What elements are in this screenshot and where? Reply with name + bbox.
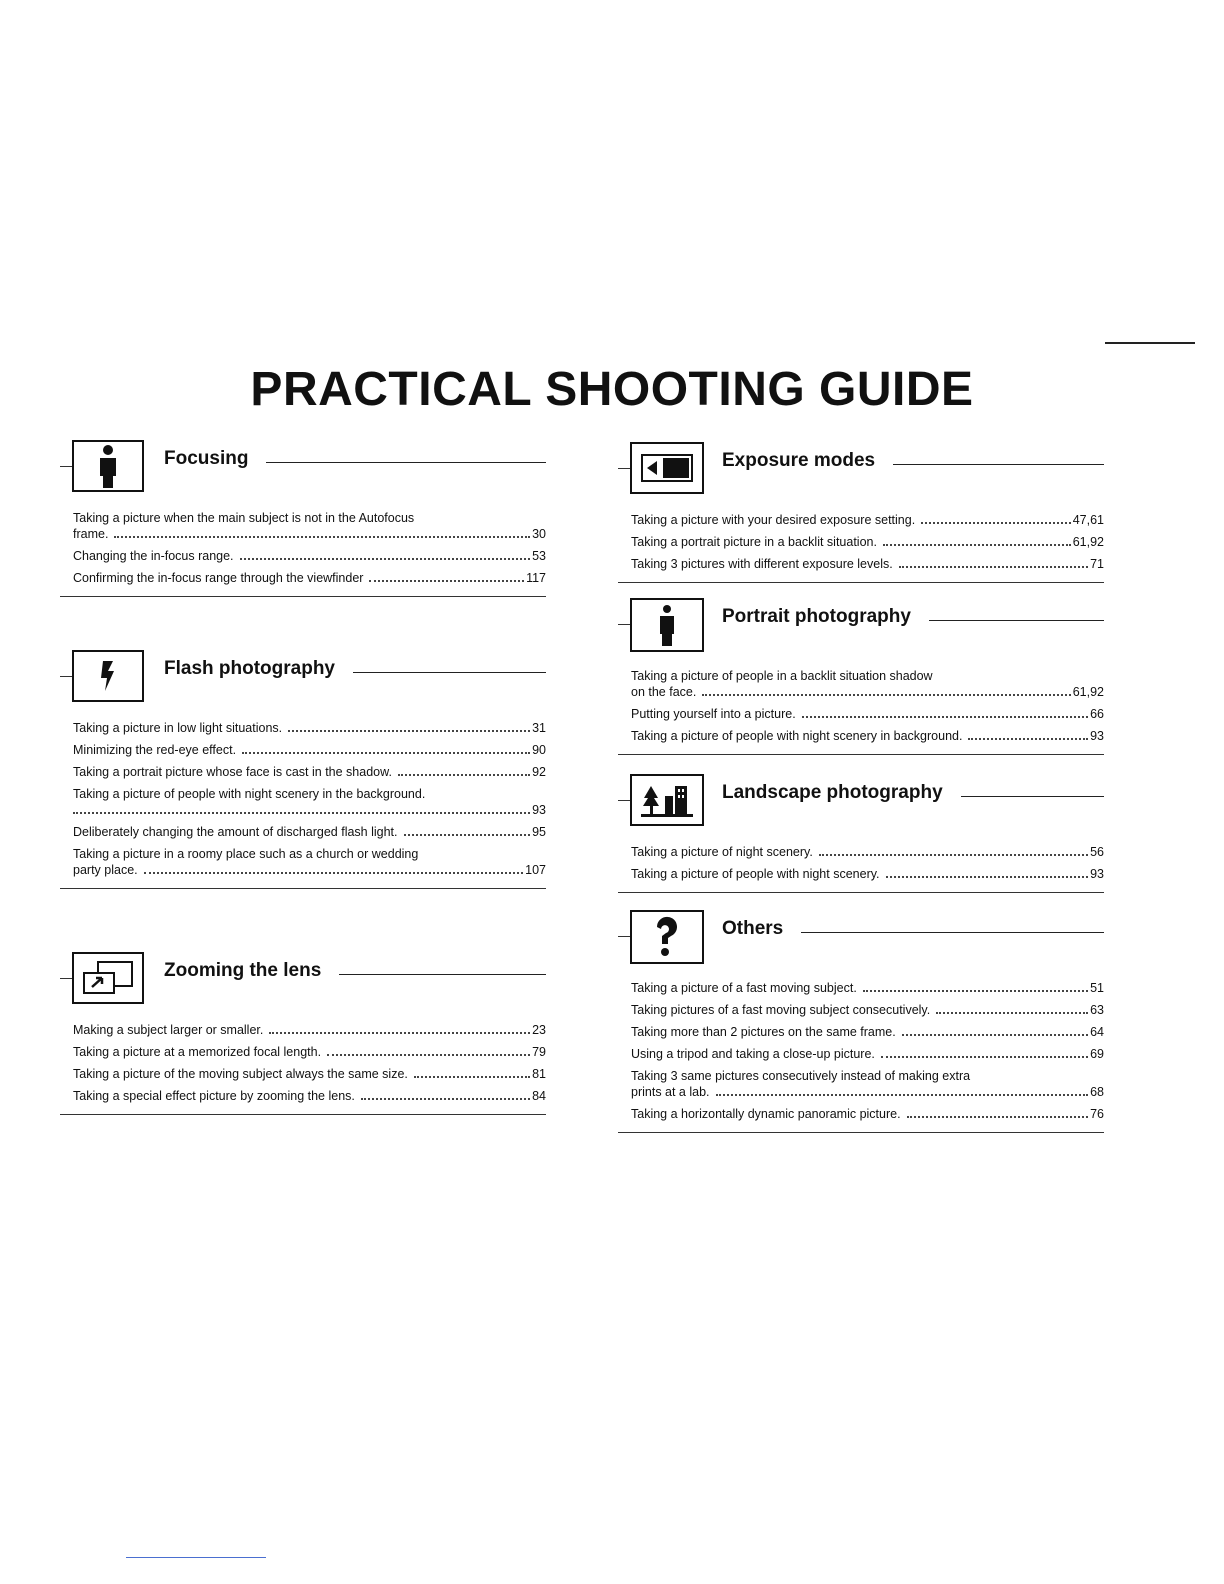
list-item	[631, 668, 1104, 700]
page-number: 107	[525, 863, 546, 877]
entry-text: Taking a horizontally dynamic panoramic picture.	[631, 1107, 901, 1121]
page-number: 66	[1090, 707, 1104, 721]
section-exposure-modes	[618, 442, 1104, 583]
dot-leader	[240, 558, 531, 560]
list-item	[73, 786, 546, 818]
exposure-mode-icon	[630, 442, 704, 494]
list-item	[73, 742, 546, 758]
section-portrait	[618, 598, 1104, 755]
dot-leader	[114, 536, 530, 538]
section-tick	[60, 466, 72, 467]
question-mark-icon	[630, 910, 704, 964]
entry-text: Taking a picture of people with night scenery in the background.	[73, 787, 426, 801]
entry-text: Taking 3 same pictures consecutively instead of making extra	[631, 1069, 971, 1083]
section-title: Others	[722, 918, 801, 940]
list-item	[631, 1106, 1104, 1122]
page-number: 56	[1090, 845, 1104, 859]
section-divider	[60, 1114, 546, 1115]
entry-text: Taking a picture when the main subject is not in the Autofocus	[73, 511, 415, 525]
section-title: Flash photography	[164, 658, 353, 680]
entry-text: Taking 3 pictures with different exposure levels.	[631, 557, 893, 571]
list-item	[631, 534, 1104, 550]
entry-text: Deliberately changing the amount of discharged flash light.	[73, 825, 398, 839]
dot-leader	[881, 1056, 1088, 1058]
list-item	[73, 1022, 546, 1038]
section-title: Exposure modes	[722, 450, 893, 472]
entry-text: Changing the in-focus range.	[73, 549, 234, 563]
dot-leader	[414, 1076, 530, 1078]
dot-leader	[369, 580, 524, 582]
section-tick	[618, 936, 630, 937]
landscape-icon	[630, 774, 704, 826]
entry-text: Taking a picture of the moving subject always the same size.	[73, 1067, 408, 1081]
dot-leader	[398, 774, 530, 776]
entry-text-continued: frame.	[73, 527, 109, 541]
dot-leader	[73, 812, 530, 814]
entry-text: Taking a picture in a roomy place such as a church or wedding	[73, 847, 419, 861]
page-number: 61,92	[1072, 685, 1104, 699]
page-number: 84	[532, 1089, 546, 1103]
list-item	[73, 1044, 546, 1060]
dot-leader	[819, 854, 1088, 856]
page-number: 30	[532, 527, 546, 541]
list-item	[631, 844, 1104, 860]
list-item	[631, 512, 1104, 528]
page-number: 53	[532, 549, 546, 563]
section-others	[618, 910, 1104, 1133]
section-divider	[618, 1132, 1104, 1133]
dot-leader	[702, 694, 1070, 696]
entry-text: Taking a picture at a memorized focal length.	[73, 1045, 322, 1059]
page-number: 93	[1090, 867, 1104, 881]
zoom-icon	[72, 952, 144, 1004]
entry-text-continued: prints at a lab.	[631, 1085, 710, 1099]
dot-leader	[886, 876, 1089, 878]
dot-leader	[802, 716, 1088, 718]
list-item	[73, 1088, 546, 1104]
entry-text: Minimizing the red-eye effect.	[73, 743, 237, 757]
section-divider	[618, 892, 1104, 893]
flash-icon	[72, 650, 144, 702]
section-title: Zooming the lens	[164, 960, 339, 982]
section-tick	[60, 676, 72, 677]
list-item	[73, 548, 546, 564]
list-item	[631, 866, 1104, 882]
entry-text-continued: on the face.	[631, 685, 697, 699]
entry-text: Putting yourself into a picture.	[631, 707, 796, 721]
dot-leader	[899, 566, 1088, 568]
list-item	[73, 1066, 546, 1082]
section-flash	[60, 650, 546, 889]
entry-text: Taking a picture of people with night scenery.	[631, 867, 880, 881]
list-item	[631, 728, 1104, 744]
entry-text: Taking a portrait picture in a backlit situation.	[631, 535, 877, 549]
dot-leader	[269, 1032, 530, 1034]
list-item	[631, 1046, 1104, 1062]
dot-leader	[327, 1054, 530, 1056]
entry-text: Using a tripod and taking a close-up picture.	[631, 1047, 875, 1061]
top-right-rule	[1105, 342, 1195, 344]
page-number: 61,92	[1072, 535, 1104, 549]
entry-text: Taking a picture of night scenery.	[631, 845, 813, 859]
list-item	[631, 1024, 1104, 1040]
entry-text: Taking pictures of a fast moving subject consecutively.	[631, 1003, 931, 1017]
entry-text: Taking a special effect picture by zooming the lens.	[73, 1089, 355, 1103]
portrait-icon	[630, 598, 704, 652]
page-number: 117	[526, 571, 546, 585]
entry-text: Making a subject larger or smaller.	[73, 1023, 264, 1037]
dot-leader	[361, 1098, 530, 1100]
page-number: 76	[1090, 1107, 1104, 1121]
page-number: 81	[532, 1067, 546, 1081]
section-title: Landscape photography	[722, 782, 961, 804]
bottom-left-rule	[126, 1557, 266, 1558]
entry-text: Taking a picture of a fast moving subject.	[631, 981, 857, 995]
entry-text: Taking a picture of people with night scenery in background.	[631, 729, 963, 743]
dot-leader	[936, 1012, 1088, 1014]
entry-text: Taking a picture of people in a backlit situation shadow	[631, 669, 933, 683]
section-divider	[60, 888, 546, 889]
dot-leader	[404, 834, 531, 836]
list-item	[73, 824, 546, 840]
page-number: 90	[532, 743, 546, 757]
section-focusing	[60, 440, 546, 597]
dot-leader	[883, 544, 1071, 546]
section-title: Focusing	[164, 448, 266, 470]
entry-text: Taking a picture in low light situations.	[73, 721, 283, 735]
page-number: 71	[1090, 557, 1104, 571]
page-number: 92	[532, 765, 546, 779]
dot-leader	[921, 522, 1071, 524]
list-item	[73, 720, 546, 736]
section-divider	[60, 596, 546, 597]
section-divider	[618, 754, 1104, 755]
section-title: Portrait photography	[722, 606, 929, 628]
entry-text-continued: party place.	[73, 863, 138, 877]
page-number: 51	[1090, 981, 1104, 995]
dot-leader	[242, 752, 530, 754]
section-tick	[618, 468, 630, 469]
dot-leader	[968, 738, 1088, 740]
list-item	[631, 980, 1104, 996]
list-item	[73, 764, 546, 780]
dot-leader	[144, 872, 524, 874]
dot-leader	[907, 1116, 1089, 1118]
page-number: 63	[1090, 1003, 1104, 1017]
dot-leader	[863, 990, 1088, 992]
page-number: 31	[532, 721, 546, 735]
section-tick	[60, 978, 72, 979]
list-item	[631, 1068, 1104, 1100]
page-number: 93	[1090, 729, 1104, 743]
section-divider	[618, 582, 1104, 583]
dot-leader	[902, 1034, 1088, 1036]
section-zooming	[60, 952, 546, 1115]
page-number: 79	[532, 1045, 546, 1059]
page-number: 64	[1090, 1025, 1104, 1039]
list-item	[73, 570, 546, 586]
page-number: 47,61	[1072, 513, 1104, 527]
page-number: 95	[532, 825, 546, 839]
section-tick	[618, 800, 630, 801]
section-landscape	[618, 774, 1104, 893]
page-number: 69	[1090, 1047, 1104, 1061]
entry-text: Taking a portrait picture whose face is cast in the shadow.	[73, 765, 392, 779]
section-tick	[618, 624, 630, 625]
person-icon	[72, 440, 144, 492]
entry-text: Confirming the in-focus range through the viewfinder	[73, 571, 364, 585]
list-item	[73, 846, 546, 878]
list-item	[631, 1002, 1104, 1018]
list-item	[631, 706, 1104, 722]
entry-text: Taking a picture with your desired exposure setting.	[631, 513, 916, 527]
page-title: PRACTICAL SHOOTING GUIDE	[250, 363, 974, 416]
page-number: 93	[532, 803, 546, 817]
list-item	[631, 556, 1104, 572]
dot-leader	[288, 730, 530, 732]
page-number: 68	[1090, 1085, 1104, 1099]
list-item	[73, 510, 546, 542]
page-number: 23	[532, 1023, 546, 1037]
entry-text: Taking more than 2 pictures on the same frame.	[631, 1025, 896, 1039]
dot-leader	[716, 1094, 1089, 1096]
